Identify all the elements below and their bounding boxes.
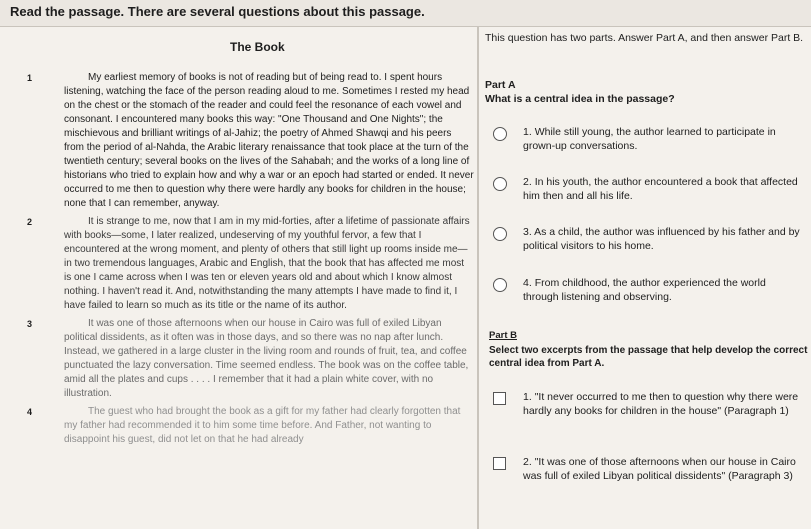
radio-button[interactable] xyxy=(493,278,507,292)
choice-text: 2. In his youth, the author encountered a book that affected him then and all his life. xyxy=(523,176,798,202)
choice-text: 3. As a child, the author was influenced by his father and by political visitors to his home. xyxy=(523,226,800,252)
paragraph-text: It is strange to me, now that I am in my mid-forties, after a lifetime of passionate affairs with books—some, I later realized, undeserving of my youthful fervor, a few that I encountered at the wrong moment, and plenty of others that still light up rooms inside me—in two tremendous languages, Arabic and English, that the book that has affected me most is one I came across when I was ten or eleven years old and about which I know almost nothing. I haven't read it. And, notwithstanding the many attempts I have made to find it, I have failed to learn so much as its title or the name of its author. xyxy=(64,216,470,311)
passage-body xyxy=(27,71,474,447)
choice-text: 4. From childhood, the author experienced the world through listening and observing. xyxy=(523,277,766,303)
questions-panel[interactable] xyxy=(479,27,811,529)
paragraph-text: The guest who had brought the book as a gift for my father had clearly forgotten that my father had recommended it to him some time before. And Father, not wanting to disappoint his guest, did not let on that he had already xyxy=(64,406,461,445)
part-a-question: What is a central idea in the passage? xyxy=(485,93,675,105)
paragraph-2 xyxy=(27,215,474,313)
question-intro: This question has two parts. Answer Part A, and then answer Part B. xyxy=(485,32,804,44)
paragraph-number: 2 xyxy=(27,217,33,227)
part-a-label: Part A xyxy=(485,79,516,91)
paragraph-text: It was one of those afternoons when our house in Cairo was full of exiled Libyan political dissidents, as it often was in those days, and so there was no nap after lunch. Instead, we gathered in a large cluster in the living room and rounds of fruit, tea, and coffee punctuated the lazy conversation. Time seemed endless. The book was on the coffee table, amid all the plates and cups . . . . I remember that it had a plain white cover, with no illustration. xyxy=(64,318,469,399)
passage-panel[interactable] xyxy=(0,27,478,529)
choice-text: 2. "It was one of those afternoons when our house in Cairo was full of exiled Libyan political dissidents" (Paragraph 3) xyxy=(523,456,796,482)
passage-title: The Book xyxy=(230,40,285,54)
radio-button[interactable] xyxy=(493,177,507,191)
paragraph-number: 3 xyxy=(27,319,33,329)
choice-text: 1. While still young, the author learned to participate in grown-up conversations. xyxy=(523,126,776,152)
paragraph-number: 4 xyxy=(27,407,33,417)
part-b-question: Select two excerpts from the passage that help develop the correct central idea from Part A. xyxy=(489,345,808,369)
checkbox[interactable] xyxy=(493,392,506,405)
paragraph-1 xyxy=(27,71,474,211)
radio-button[interactable] xyxy=(493,227,507,241)
part-b-label: Part B xyxy=(489,330,517,341)
instructions-header xyxy=(0,0,811,27)
instructions-title: Read the passage. There are several questions about this passage. xyxy=(10,4,425,19)
paragraph-3 xyxy=(27,317,474,401)
paragraph-text: My earliest memory of books is not of reading but of being read to. I spent hours listening, watching the face of the person reading aloud to me. Sometimes I rested my head on the chest or the stomach of the reader and could feel the resonance of each vowel and consonant. I encountered many books this way: "One Thousand and One Nights"; the mischievous and brilliant writings of al-Jahiz; the poetry of Ahmed Shawqi and his peers from the period of al-Nahda, the Arabic literary renaissance that took place at the turn of the twentieth century; several books on the lives of the Sahabah; and the works of a long line of historians who tried to explain how and why a war or an epoch had started or ended. It never occurred to me then to question why there were hardly any books for children in the house; none that I can remember, anyway. xyxy=(64,72,474,209)
paragraph-4 xyxy=(27,405,474,447)
paragraph-number: 1 xyxy=(27,73,33,83)
radio-button[interactable] xyxy=(493,127,507,141)
checkbox[interactable] xyxy=(493,457,506,470)
choice-text: 1. "It never occurred to me then to question why there were hardly any books for children in the house" (Paragraph 1) xyxy=(523,391,799,417)
